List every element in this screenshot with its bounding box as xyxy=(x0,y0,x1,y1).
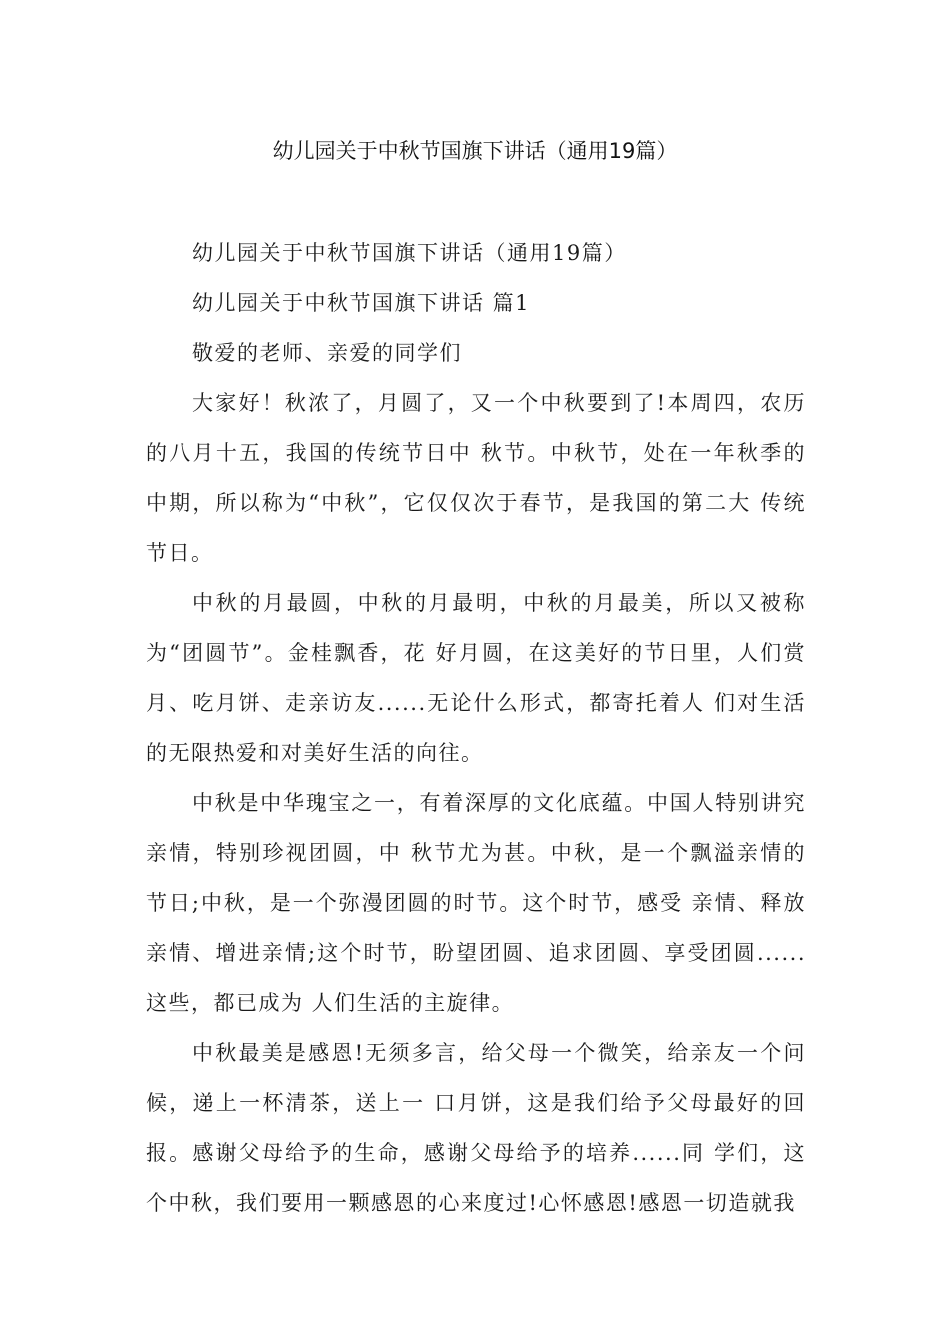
document-title: 幼儿园关于中秋节国旗下讲话（通用19篇） xyxy=(272,139,678,163)
paragraph-body: 大家好！秋浓了，月圆了，又一个中秋要到了!本周四，农历的八月十五，我国的传统节日中 秋节。中秋节，处在一年秋季的中期，所以称为“中秋”，它仅仅次于春节，是我国的第二大 传统节日。 xyxy=(146,391,806,565)
paragraph-salutation: 敬爱的老师、亲爱的同学们 xyxy=(192,341,462,365)
paragraph-body: 中秋是中华瑰宝之一，有着深厚的文化底蕴。中国人特别讲究亲情，特别珍视团圆，中 秋节尤为甚。中秋，是一个飘溢亲情的节日;中秋，是一个弥漫团圆的时节。这个时节，感受 亲情、释放亲情、增进亲情;这个时节，盼望团圆、追求团圆、享受团圆......这些，都已成为 人们生活的主旋律。 xyxy=(146,791,806,1015)
paragraph-subtitle: 幼儿园关于中秋节国旗下讲话（通用19篇） xyxy=(192,241,627,265)
document-body xyxy=(146,228,806,1228)
paragraph-body: 中秋最美是感恩!无须多言，给父母一个微笑，给亲友一个问候，递上一杯清茶，送上一 口月饼，这是我们给予父母最好的回报。感谢父母给予的生命，感谢父母给予的培养......同 学们，这个中秋，我们要用一颗感恩的心来度过!心怀感恩!感恩一切造就我 xyxy=(146,1041,806,1215)
paragraph-body: 中秋的月最圆，中秋的月最明，中秋的月最美，所以又被称为“团圆节”。金桂飘香，花 好月圆，在这美好的节日里，人们赏月、吃月饼、走亲访友......无论什么形式，都寄托着人 们对生活的无限热爱和对美好生活的向往。 xyxy=(146,591,806,765)
paragraph-section-heading: 幼儿园关于中秋节国旗下讲话 篇1 xyxy=(192,291,531,315)
